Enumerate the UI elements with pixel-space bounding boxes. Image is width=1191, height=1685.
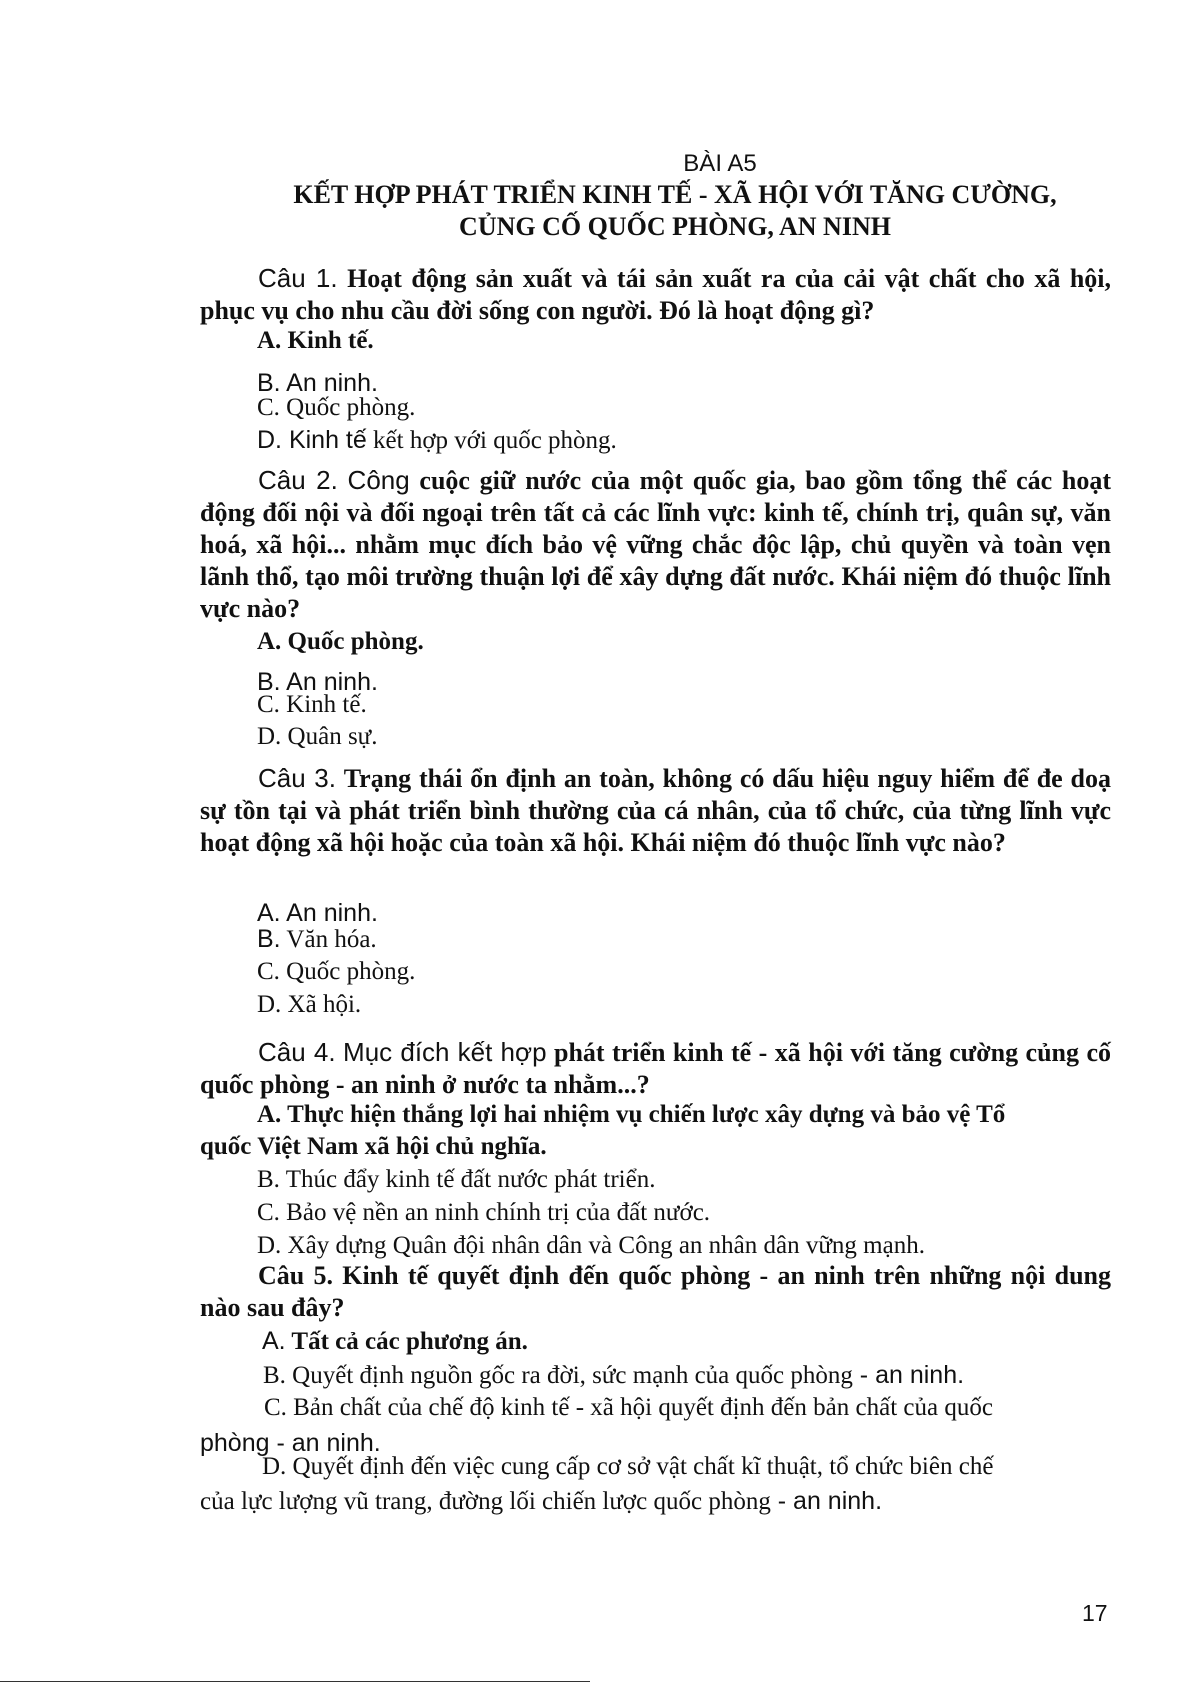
- question-label: Câu 4.: [258, 1037, 336, 1067]
- question-label: Câu 2.: [258, 465, 338, 495]
- answer-option-a-cont: quốc Việt Nam xã hội chủ nghĩa.: [200, 1133, 547, 1160]
- answer-option-a: A. Thực hiện thắng lợi hai nhiệm vụ chiến lược xây dựng và bảo vệ Tổ: [257, 1101, 1006, 1128]
- question-stem: cuộc giữ nước của một quốc gia, bao gồm tổng thể các hoạt động đối nội và đối ngoại trên tất cả các lĩnh vực: kinh tế, chính trị, quân sự, văn hoá, xã hội... nhằm mục đích bảo vệ vững chắc độc lập, chủ quyền và toàn vẹn lãnh thổ, tạo môi trường thuận lợi để xây dựng đất nước. Khái niệm đó thuộc lĩnh vực nào?: [200, 466, 1111, 623]
- answer-option-c: C. Quốc phòng.: [257, 958, 416, 985]
- answer-option-d: D. Xây dựng Quân đội nhân dân và Công an nhân dân vững mạnh.: [257, 1232, 925, 1259]
- title-line-1: KẾT HỢP PHÁT TRIỂN KINH TẾ - XÃ HỘI VỚI TĂNG CƯỜNG,: [293, 180, 1057, 209]
- answer-option-a: A. Tất cả các phương án.: [262, 1327, 528, 1355]
- answer-option-a: A. An ninh.: [257, 899, 378, 927]
- answer-option-b: B. Quyết định nguồn gốc ra đời, sức mạnh của quốc phòng - an ninh.: [263, 1361, 965, 1389]
- question-stem: Kinh tế quyết định đến quốc phòng - an ninh trên những nội dung nào sau đây?: [200, 1261, 1111, 1322]
- question-stem: Trạng thái ổn định an toàn, không có dấu hiệu nguy hiểm để đe doạ sự tồn tại và phát triển bình thường của cá nhân, của tổ chức, của từng lĩnh vực hoạt động xã hội hoặc của toàn xã hội. Khái niệm đó thuộc lĩnh vực nào?: [200, 764, 1111, 857]
- title-line-2: CỦNG CỐ QUỐC PHÒNG, AN NINH: [459, 212, 891, 241]
- question-4: [200, 1036, 1111, 1101]
- answer-option-d: D. Xã hội.: [257, 991, 362, 1018]
- answer-option-c: C. Kinh tế.: [257, 691, 367, 718]
- answer-option-c: C. Quốc phòng.: [257, 394, 416, 421]
- question-stem: Hoạt động sản xuất và tái sản xuất ra của cải vật chất cho xã hội, phục vụ cho nhu cầu đời sống con người. Đó là hoạt động gì?: [200, 264, 1112, 325]
- footer-divider: [0, 1681, 590, 1682]
- answer-option-d: D. Kinh tế kết hợp với quốc phòng.: [257, 426, 617, 454]
- question-label: Câu 1.: [258, 263, 338, 293]
- answer-option-b: B. Thúc đẩy kinh tế đất nước phát triển.: [257, 1166, 656, 1193]
- answer-option-b: B. An ninh.: [257, 668, 378, 696]
- answer-option-d: D. Quân sự.: [257, 723, 378, 750]
- question-label: Câu 5.: [258, 1261, 333, 1290]
- question-stem-plain: Mục đích kết hợp: [343, 1037, 547, 1067]
- answer-option-a: A. Kinh tế.: [257, 327, 374, 354]
- question-3: [200, 762, 1111, 859]
- question-1: [200, 262, 1111, 327]
- lesson-label: BÀI A5: [683, 150, 757, 177]
- answer-option-c-cont: phòng - an ninh.: [200, 1429, 381, 1457]
- question-stem: phát triển kinh tế - xã hội với tăng cường củng cố quốc phòng - an ninh ở nước ta nhằm...?: [200, 1038, 1111, 1099]
- question-stem-plain: Công: [347, 465, 410, 495]
- question-label: Câu 3.: [258, 763, 336, 793]
- answer-option-d-cont: của lực lượng vũ trang, đường lối chiến lược quốc phòng - an ninh.: [200, 1487, 883, 1515]
- answer-option-c: C. Bản chất của chế độ kinh tế - xã hội quyết định đến bản chất của quốc: [264, 1394, 993, 1421]
- question-5: [200, 1260, 1111, 1324]
- question-2: [200, 464, 1111, 625]
- answer-option-c: C. Bảo vệ nền an ninh chính trị của đất nước.: [257, 1199, 711, 1226]
- answer-option-a: A. Quốc phòng.: [257, 628, 424, 655]
- answer-option-d: D. Quyết định đến việc cung cấp cơ sở vật chất kĩ thuật, tổ chức biên chế: [262, 1453, 994, 1480]
- answer-option-b: B. An ninh.: [257, 369, 378, 397]
- page-number: 17: [1082, 1600, 1108, 1626]
- answer-option-b: B. Văn hóa.: [257, 925, 377, 953]
